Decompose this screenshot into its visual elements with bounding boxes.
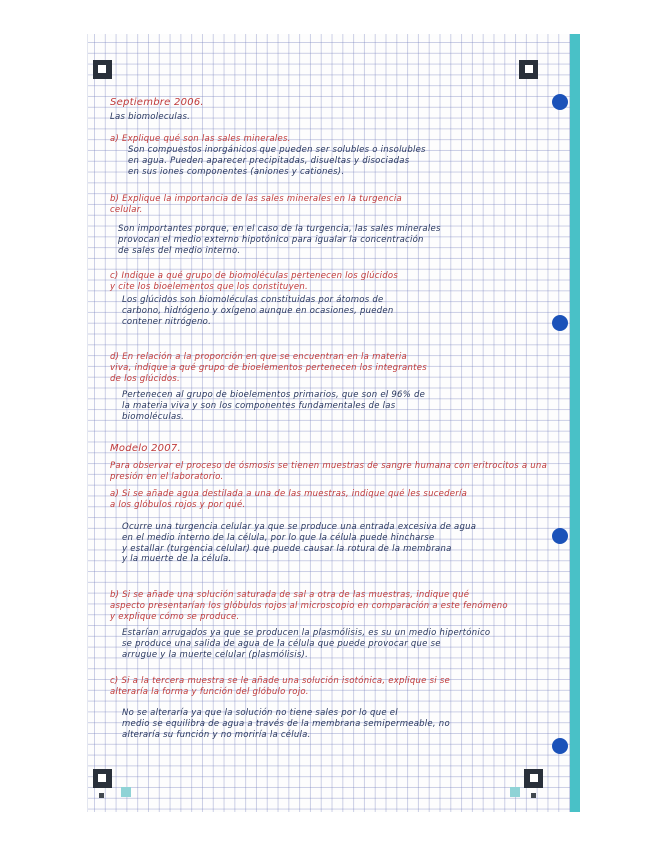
section-subtitle: Las biomoleculas.	[110, 112, 191, 122]
answer-a: Son compuestos inorgánicos que pueden ser solubles o insolubles en agua. Pueden aparecer precipitadas, disueltas y disociadas en sus iones componentes (aniones y cationes).	[128, 145, 426, 177]
question-c: c) Indique a qué grupo de biomoléculas pertenecen los glúcidos y cite los bioelementos que los constituyen.	[110, 271, 399, 292]
answer-b: Son importantes porque, en el caso de la turgencia, las sales minerales provocan el medio externo hipotónico para igualar la concentración de sales del medio interno.	[118, 224, 441, 256]
section-title: Modelo 2007.	[110, 443, 181, 454]
question-a: a) Si se añade agua destilada a una de las muestras, indique qué les sucedería a los glóbulos rojos y por qué.	[110, 489, 468, 510]
section-intro: Para observar el proceso de ósmosis se tienen muestras de sangre humana con eritrocitos a una presión en el laboratorio.	[110, 461, 548, 482]
answer-b: Estarían arrugados ya que se producen la plasmólisis, es su un medio hipertónico se produce una salida de agua de la célula que puede provocar que se arrugue y la muerte celular (plasmólisis).	[122, 628, 491, 660]
margin-strip	[570, 34, 580, 812]
corner-mark-icon	[93, 60, 112, 79]
answer-c: Los glúcidos son biomoléculas constituidas por átomos de carbono, hidrógeno y oxígeno aunque en ocasiones, pueden contener nitrógeno.	[122, 295, 394, 327]
corner-mark-icon	[524, 769, 543, 788]
corner-dot-mark	[531, 793, 536, 798]
section-title: Septiembre 2006.	[110, 97, 204, 108]
corner-mark-icon	[519, 60, 538, 79]
answer-d: Pertenecen al grupo de bioelementos primarios, que son el 96% de la materia viva y son los componentes fundamentales de las biomoléculas.	[122, 390, 426, 422]
binder-hole-icon	[552, 738, 568, 754]
question-a: a) Explique qué son las sales minerales.	[110, 134, 291, 144]
question-d: d) En relación a la proporción en que se encuentran en la materia viva, indique a qué grupo de bioelementos pertenecen los integrantes de los glúcidos.	[110, 352, 427, 384]
corner-dot-mark	[99, 793, 104, 798]
corner-square-mark	[121, 787, 131, 797]
answer-a: Ocurre una turgencia celular ya que se produce una entrada excesiva de agua en el medio interno de la célula, por lo que la célula puede hincharse y estallar (turgencia celular) que puede causar la rotura de la membrana y la muerte de la célula.	[122, 522, 477, 565]
corner-square-mark	[510, 787, 520, 797]
question-b: b) Si se añade una solución saturada de sal a otra de las muestras, indique qué aspecto presentarían los glóbulos rojos al microscopio en comparación a este fenómeno y explique cómo se produce.	[110, 590, 508, 622]
question-b: b) Explique la importancia de las sales minerales en la turgencia celular.	[110, 194, 402, 215]
answer-c: No se alteraría ya que la solución no tiene sales por lo que el medio se equilibra de agua a través de la membrana semipermeable, no alteraría su función y no moriría la célula.	[122, 708, 450, 740]
corner-mark-icon	[93, 769, 112, 788]
question-c: c) Si a la tercera muestra se le añade una solución isotónica, explique si se alteraría la forma y función del glóbulo rojo.	[110, 676, 450, 697]
